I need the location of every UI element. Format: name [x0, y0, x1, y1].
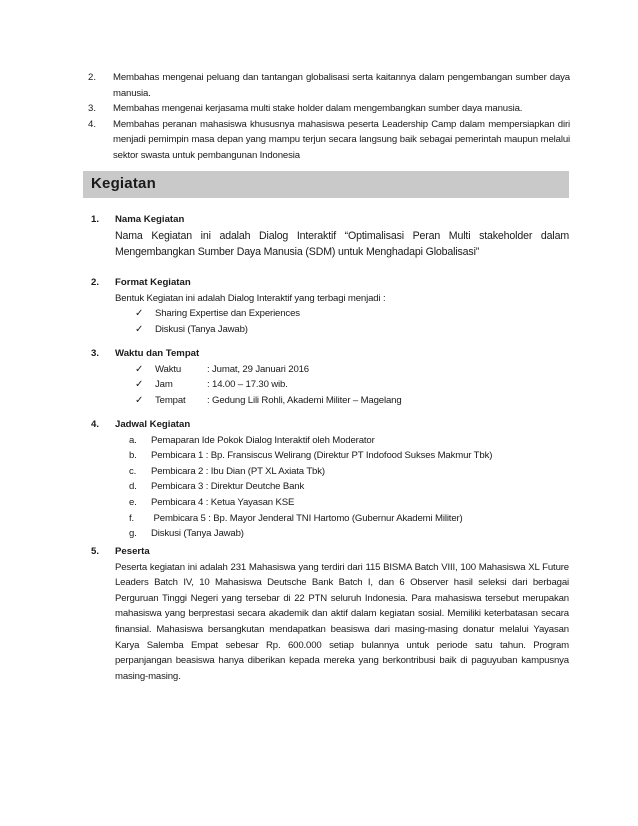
agenda-text: Pembicara 4 : Ketua Yayasan KSE	[151, 496, 295, 508]
subsection-number: 4.	[91, 419, 100, 430]
subsection-title: Format Kegiatan	[115, 277, 191, 288]
subsection-heading	[91, 275, 569, 291]
subsection-heading	[91, 544, 569, 560]
list-item-number: 2.	[88, 72, 97, 83]
agenda-item	[129, 526, 569, 542]
subsection-text: Peserta kegiatan ini adalah 231 Mahasiswa yang terdiri dari 115 BISMA Batch VIII, 100 Mahasiswa XL Future Leaders Batch IV, 10 Mahasiswa Deutsche Bank Batch I, dan 6 Observer hasil seleksi dari berbagai Perguruan Tinggi Negeri yang tersebar di 22 PTN seluruh Indonesia. Para mahasiswa tersebut merupakan mahasiswa yang berprestasi secara akademik dan aktif dalam kegiatan sosial. Memiliki keterbatasan secara finansial. Mahasiswa bersangkutan mendapatkan beasiswa dari masing-masing donatur melalui Yayasan Karya Salemba Empat sebesar Rp. 600.000 setiap bulannya untuk periode satu tahun. Program perpanjangan beasiswa hanya diberikan kepada mereka yang berkontribusi baik di paguyuban kampusnya masing-masing.	[115, 561, 569, 682]
section-jadwal-kegiatan	[91, 417, 569, 542]
subsection-title: Nama Kegiatan	[115, 214, 185, 225]
schedule-label: Jam	[155, 379, 173, 391]
agenda-item	[129, 448, 569, 464]
list-item-number: 3.	[88, 103, 97, 115]
checkmark-icon: ✓	[135, 308, 144, 320]
section-title: Kegiatan	[91, 175, 156, 192]
subsection-number: 5.	[91, 546, 100, 557]
schedule-row	[135, 377, 569, 393]
checkmark-icon: ✓	[135, 379, 144, 391]
agenda-text: Pembicara 5 : Bp. Mayor Jenderal TNI Hartomo (Gubernur Akademi Militer)	[151, 512, 463, 524]
subsection-number: 3.	[91, 348, 100, 359]
schedule-label: Waktu	[155, 363, 182, 375]
check-list-item	[135, 322, 569, 338]
subsection-text: Nama Kegiatan ini adalah Dialog Interaktif “Optimalisasi Peran Multi stakeholder dalam Mengembangkan Sumber Daya Manusia (SDM) untuk Menghadapi Globalisasi”	[115, 229, 569, 259]
agenda-letter: d.	[129, 481, 137, 493]
agenda-item	[129, 495, 569, 511]
section-waktu-tempat	[91, 346, 569, 408]
agenda-text: Pembicara 3 : Direktur Deutche Bank	[151, 481, 305, 493]
agenda-item	[129, 464, 569, 480]
list-item	[88, 101, 570, 117]
subsection-heading	[91, 417, 569, 433]
agenda-text: Pembicara 2 : Ibu Dian (PT XL Axiata Tbk)	[151, 465, 325, 477]
subsection-title: Jadwal Kegiatan	[115, 419, 191, 430]
agenda-letter: a.	[129, 434, 137, 446]
check-list-item	[135, 306, 569, 322]
list-item	[88, 70, 570, 101]
agenda-text: Pembicara 1 : Bp. Fransiscus Welirang (Direktur PT Indofood Sukses Makmur Tbk)	[151, 450, 493, 462]
section-nama-kegiatan	[91, 212, 569, 261]
subsection-title: Waktu dan Tempat	[115, 348, 200, 359]
subsection-heading	[91, 212, 569, 228]
agenda-item	[129, 433, 569, 449]
schedule-row	[135, 393, 569, 409]
subsection-text: Bentuk Kegiatan ini adalah Dialog Interaktif yang terbagi menjadi :	[115, 292, 386, 304]
schedule-value: : Jumat, 29 Januari 2016	[207, 363, 309, 375]
subsection-heading	[91, 346, 569, 362]
agenda-text: Pemaparan Ide Pokok Dialog Interaktif oleh Moderator	[151, 434, 375, 446]
list-item-text: Membahas peranan mahasiswa khususnya mahasiswa peserta Leadership Camp dalam mempersiapkan diri menjadi pemimpin masa depan yang mampu terjun secara langsung baik sebagai pemerintah maupun melalui sektor swasta untuk pembangunan Indonesia	[113, 118, 570, 161]
agenda-letter: f.	[129, 512, 135, 524]
objectives-list	[88, 70, 570, 164]
subsection-number: 1.	[91, 214, 100, 225]
checkmark-icon: ✓	[135, 394, 144, 406]
section-peserta	[91, 544, 569, 684]
agenda-letter: e.	[129, 496, 137, 508]
check-list-text: Sharing Expertise dan Experiences	[155, 308, 300, 320]
schedule-label: Tempat	[155, 394, 186, 406]
agenda-item	[129, 479, 569, 495]
list-item-text: Membahas mengenai peluang dan tantangan globalisasi serta kaitannya dalam pengembangan sumber daya manusia.	[113, 72, 570, 99]
schedule-row	[135, 362, 569, 378]
schedule-value: : 14.00 – 17.30 wib.	[207, 379, 288, 391]
schedule-value: : Gedung Lili Rohli, Akademi Militer – Magelang	[207, 394, 402, 406]
subsection-title: Peserta	[115, 546, 150, 557]
checkmark-icon: ✓	[135, 323, 144, 335]
agenda-letter: c.	[129, 465, 137, 477]
list-item-text: Membahas mengenai kerjasama multi stake holder dalam mengembangkan sumber daya manusia.	[113, 103, 523, 115]
agenda-text: Diskusi (Tanya Jawab)	[151, 528, 244, 540]
agenda-item	[129, 511, 569, 527]
agenda-letter: g.	[129, 528, 137, 540]
section-format-kegiatan	[91, 275, 569, 337]
list-item	[88, 117, 570, 164]
subsection-number: 2.	[91, 277, 100, 288]
section-header-bar	[83, 171, 569, 198]
check-list-text: Diskusi (Tanya Jawab)	[155, 323, 248, 335]
list-item-number: 4.	[88, 118, 97, 130]
checkmark-icon: ✓	[135, 363, 144, 375]
agenda-letter: b.	[129, 450, 137, 462]
